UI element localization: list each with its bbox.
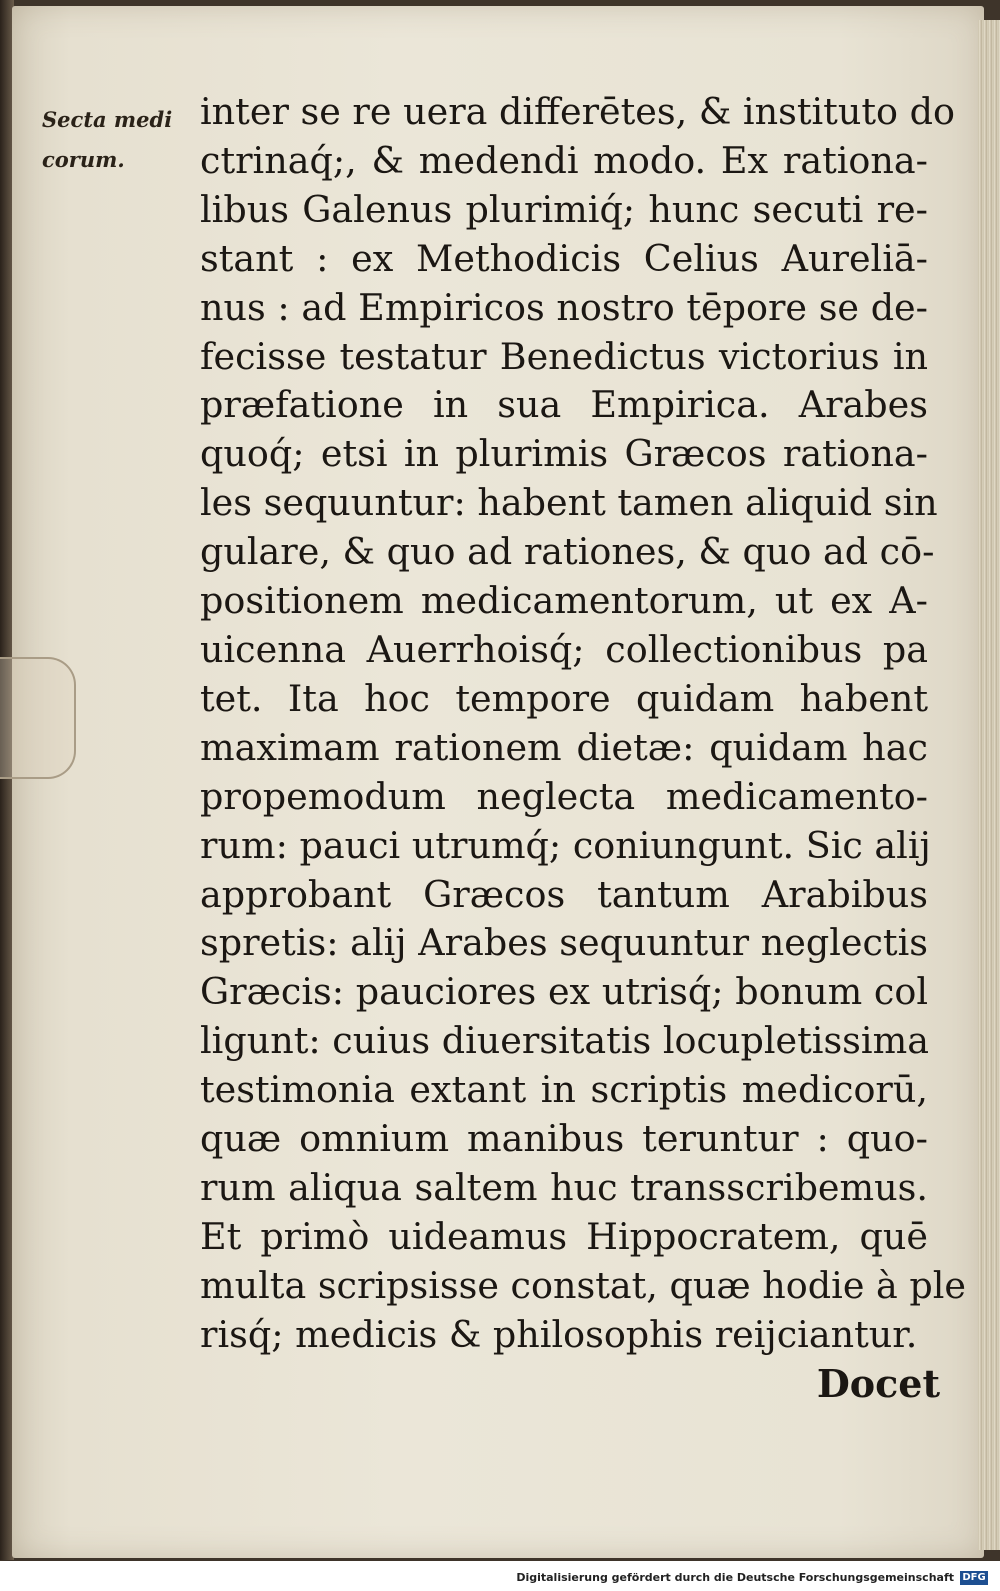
text-line: inter se re uera differētes, & instituto do <box>200 90 955 133</box>
text-line: spretis: alij Arabes sequuntur neglectis <box>200 921 928 965</box>
text-line: les sequuntur: habent tamen aliquid sin <box>200 481 938 525</box>
text-line: gulare, & quo ad rationes, & quo ad cō- <box>200 530 935 574</box>
dfg-logo: DFG <box>960 1571 988 1585</box>
text-line: præfatione in sua Empirica. Arabes <box>200 383 928 427</box>
text-line: stant : ex Methodicis Celius Aureliā- <box>200 236 928 280</box>
text-line: uicenna Auerrhoisq́; collectionibus pa <box>200 627 928 671</box>
text-line: nus : ad Empiricos nostro tēpore se de- <box>200 285 928 329</box>
marginal-note <box>42 100 172 180</box>
text-line: ctrinaq́;, & medendi modo. Ex rationa- <box>200 138 928 182</box>
page-stack-edge <box>978 20 1000 1550</box>
text-line: multa scripsisse constat, quæ hodie à ple <box>200 1263 967 1307</box>
text-line: Et primò uideamus Hippocratem, quē <box>200 1214 928 1258</box>
funding-credit: Digitalisierung gefördert durch die Deutsche Forschungsgemeinschaft <box>516 1571 954 1584</box>
marginal-note-line: corum. <box>42 147 125 172</box>
text-line: rum aliqua saltem huc transscribemus. <box>200 1165 928 1209</box>
text-line: positionem medicamentorum, ut ex A- <box>200 579 928 623</box>
text-line: ligunt: cuius diuersitatis locupletissima <box>200 1019 929 1063</box>
catchword: Docet <box>816 1361 940 1406</box>
text-line: fecisse testatur Benedictus victorius in <box>200 334 928 378</box>
body-text <box>200 88 967 1360</box>
text-line: Græcis: pauciores ex utrisq́; bonum col <box>200 970 928 1014</box>
text-line: quæ omnium manibus teruntur : quo- <box>200 1117 928 1161</box>
text-line: risq́; medicis & philosophis reijciantur. <box>200 1312 918 1356</box>
text-line: libus Galenus plurimiq́; hunc secuti re- <box>200 187 928 231</box>
footer-bar <box>0 1561 1000 1591</box>
text-line: testimonia extant in scriptis medicorū, <box>200 1068 928 1112</box>
marginal-note-line: Secta medi <box>42 107 173 132</box>
page-clip <box>0 657 76 779</box>
text-line: approbant Græcos tantum Arabibus <box>200 872 928 916</box>
text-line: tet. Ita hoc tempore quidam habent <box>200 676 928 720</box>
text-line: maximam rationem dietæ: quidam hac <box>200 725 928 769</box>
text-line: rum: pauci utrumq́; coniungunt. Sic alij <box>200 823 931 867</box>
text-line: quoq́; etsi in plurimis Græcos rationa- <box>200 432 928 476</box>
text-line: propemodum neglecta medicamento- <box>200 774 928 818</box>
